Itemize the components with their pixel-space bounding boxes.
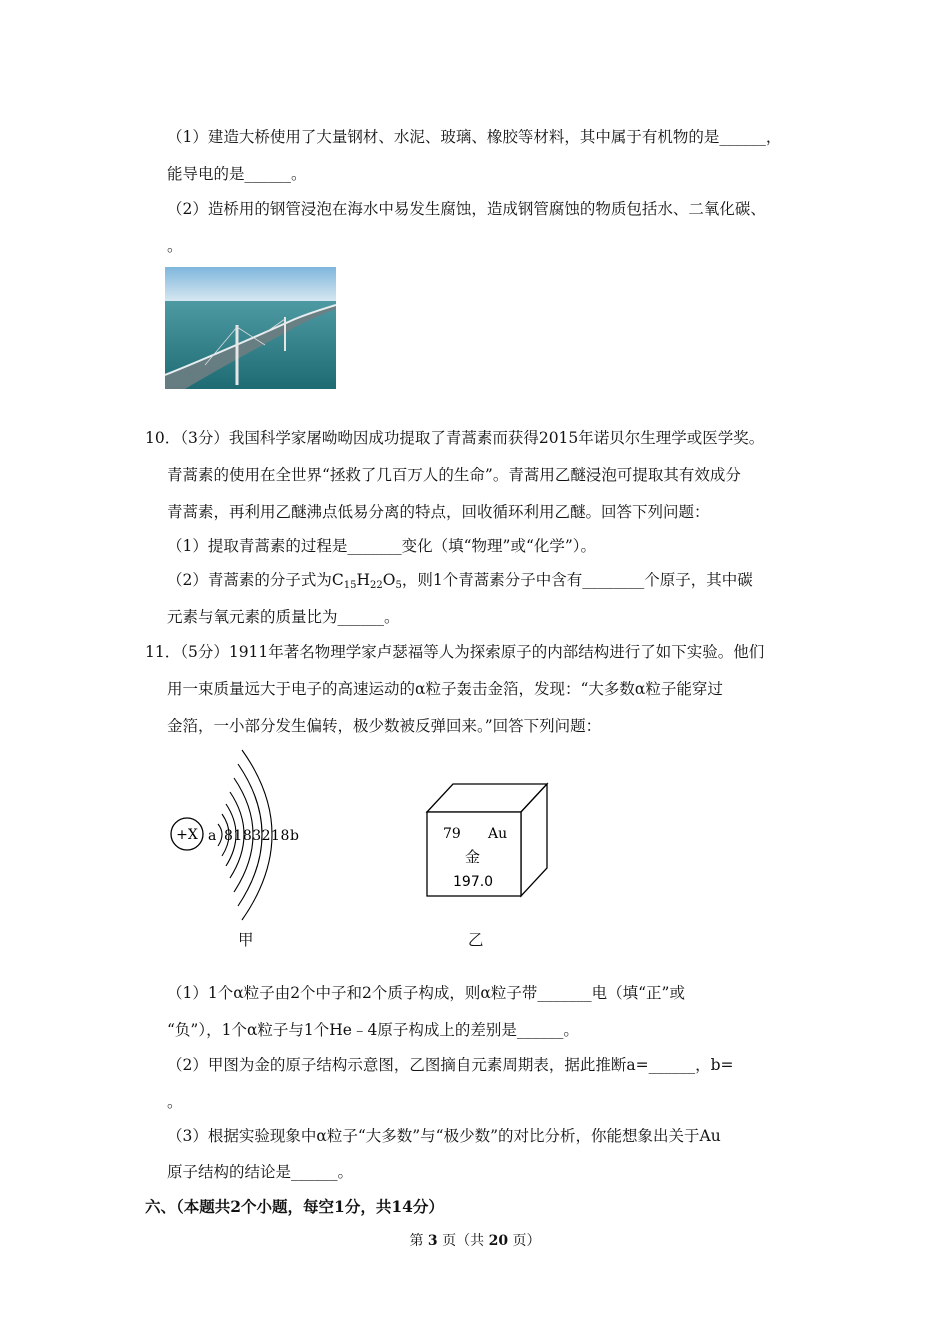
atomic-mass: 197.0 [453,874,494,890]
atom-b-label: b [290,828,299,844]
q11-stem-line1: 11．（5分）1911年著名物理学家卢瑟福等人为探索原子的内部结构进行了如下实验。他们 [145,643,765,661]
q9-part1-line2: 能导电的是______。 [167,165,307,183]
figure-jia-label: 甲 [238,931,254,949]
q10-part2-line1: （2）青蒿素的分子式为$C_{15}H_{22}O_5$，则1个青蒿素分子中含有________个原子，其中碳 [167,571,753,591]
q10-stem-line3: 青蒿素，再利用乙醚沸点低易分离的特点，回收循环利用乙醚。回答下列问题： [167,503,710,521]
element-symbol: Au [488,826,508,842]
bridge-photo [165,267,336,389]
q10-part2-line2: 元素与氧元素的质量比为______。 [167,608,400,626]
q11-stem-line2: 用一束质量远大于电子的高速运动的α粒子轰击金箔，发现：“大多数α粒子能穿过 [167,680,723,698]
total-page-number: 20 [488,1233,509,1249]
q9-part1-line1: （1）建造大桥使用了大量钢材、水泥、玻璃、橡胶等材料，其中属于有机物的是______， [167,128,782,146]
nucleus-label: +X [176,827,198,843]
q10-stem-line2: 青蒿素的使用在全世界“拯救了几百万人的生命”。青蒿用乙醚浸泡可提取其有效成分 [167,466,741,484]
q10-part1: （1）提取青蒿素的过程是_______变化（填“物理”或“化学”）。 [167,537,597,555]
q11-part1-line2: “负”），1个α粒子与1个He﹣4原子构成上的差别是______。 [167,1021,579,1039]
q9-part2-line1: （2）造桥用的钢管浸泡在海水中易发生腐蚀，造成钢管腐蚀的物质包括水、二氧化碳、 [167,200,766,218]
atom-a-label: a [208,828,217,844]
q11-part3-line2: 原子结构的结论是______。 [167,1163,354,1181]
page-footer: 第 3 页（共 20 页） [409,1233,541,1249]
q11-part2-line1: （2）甲图为金的原子结构示意图，乙图摘自元素周期表，据此推断a=______，b= [167,1056,734,1074]
q11-stem-line3: 金箔，一小部分发生偏转，极少数被反弹回来。”回答下列问题： [167,717,602,735]
figure-yi-label: 乙 [468,931,484,949]
element-name: 金 [465,848,481,866]
atom-structure-diagram [160,748,310,923]
electron-shells-label: 8183218 [224,828,290,844]
periodic-table-cell [425,782,551,898]
q9-part2-line2: 。 [167,237,183,255]
q10-stem-line1: 10．（3分）我国科学家屠呦呦因成功提取了青蒿素而获得2015年诺贝尔生理学或医学奖。 [145,429,765,447]
q11-part3-line1: （3）根据实验现象中α粒子“大多数”与“极少数”的对比分析，你能想象出关于Au [167,1127,721,1145]
atomic-number: 79 [443,826,461,842]
q11-part1-line1: （1）1个α粒子由2个中子和2个质子构成，则α粒子带_______电（填“正”或 [167,984,685,1002]
current-page-number: 3 [427,1233,438,1249]
q11-part2-line2: 。 [167,1093,183,1111]
section-six-heading: 六、（本题共2个小题，每空1分，共14分） [145,1197,444,1216]
